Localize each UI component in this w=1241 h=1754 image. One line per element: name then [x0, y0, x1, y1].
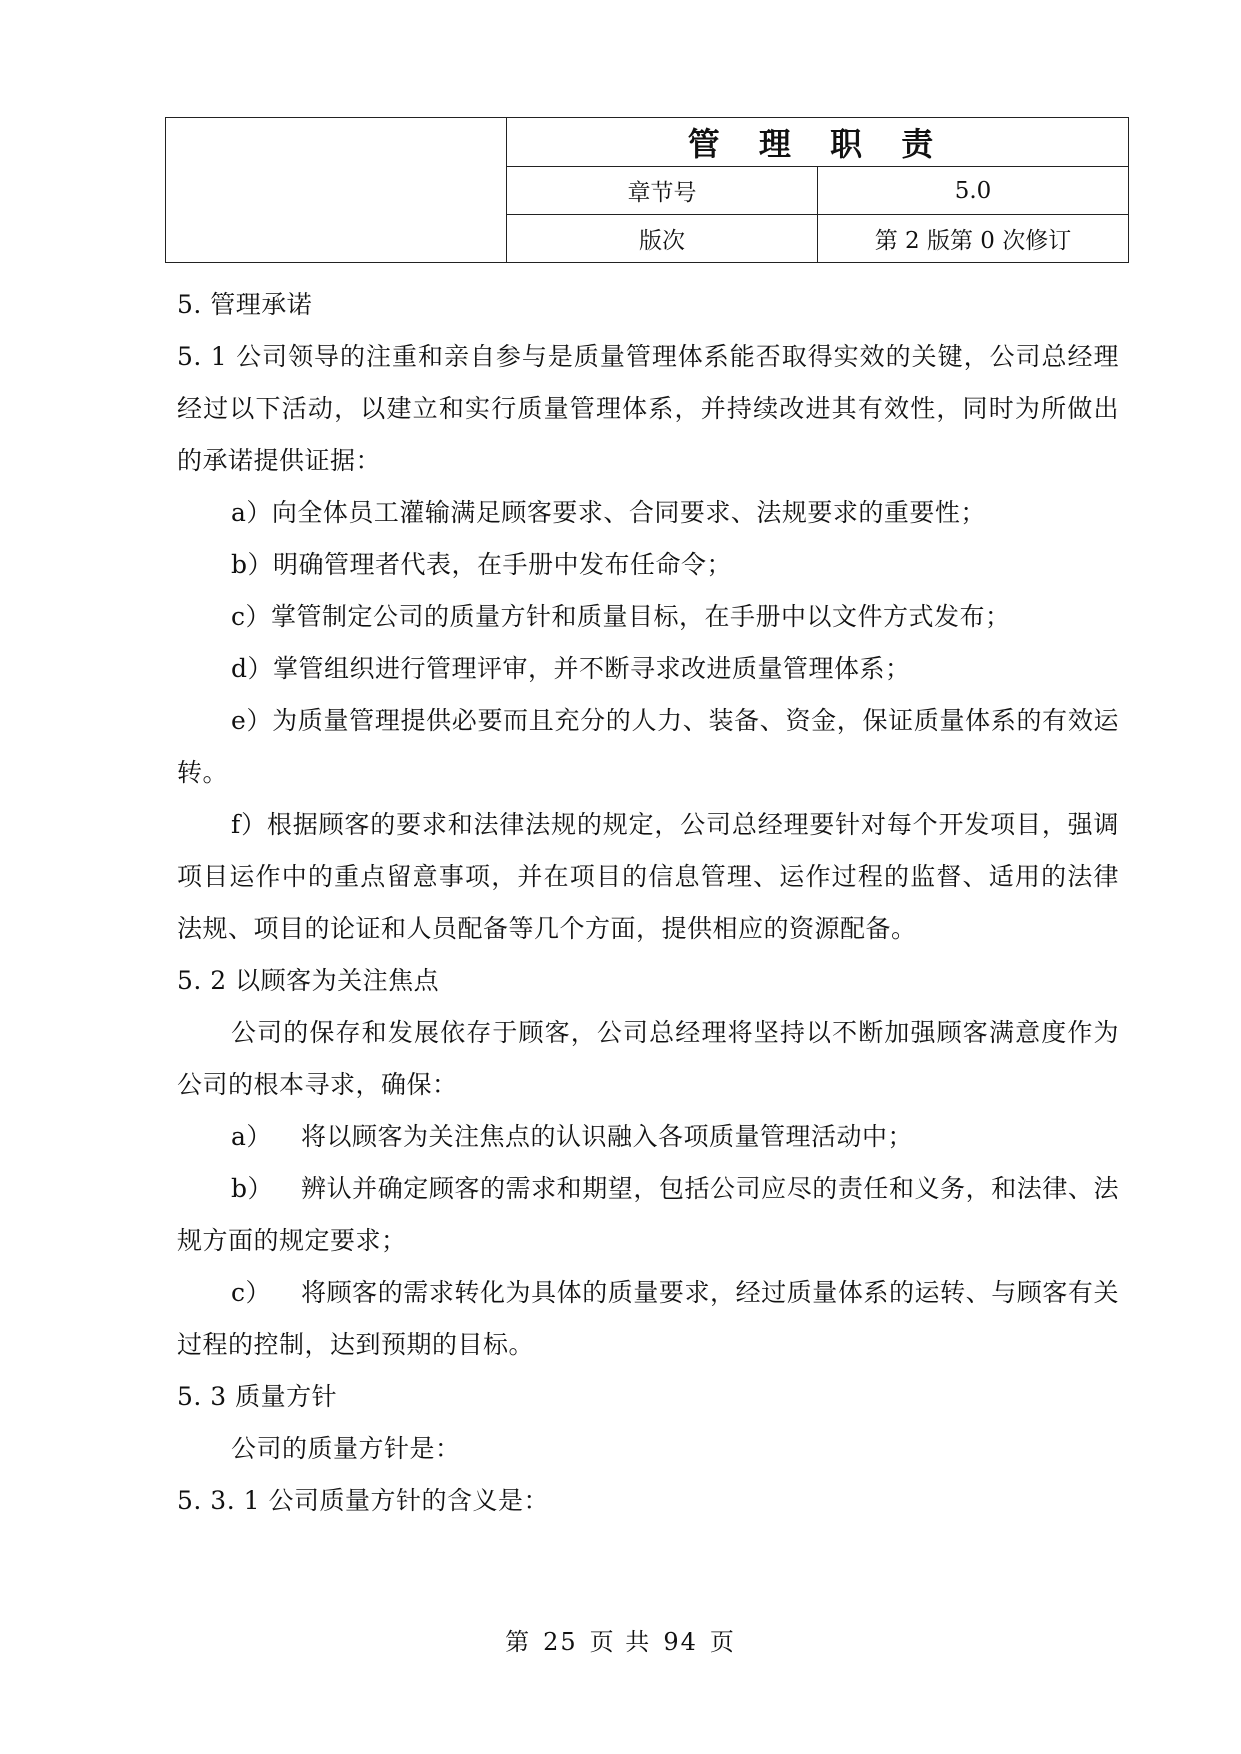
page-suffix: 页 — [709, 1628, 736, 1656]
edition-label: 版次 — [507, 215, 818, 263]
list-item-b: b）明确管理者代表，在手册中发布任命令； — [231, 550, 733, 579]
document-body — [177, 279, 1119, 1527]
logo-blank-cell — [166, 118, 507, 263]
paragraph-5-3: 公司的质量方针是： — [231, 1434, 461, 1463]
page-current: 25 — [543, 1628, 578, 1656]
section-heading-5-3: 5. 3 质量方针 — [177, 1382, 338, 1411]
list-item-d: d）掌管组织进行管理评审，并不断寻求改进质量管理体系； — [231, 654, 911, 683]
list-item-text: 将顾客的需求转化为具体的质量要求，经过质量体系的运转、与顾客有关过程的控制，达到预期的目标。 — [177, 1278, 1119, 1359]
list-marker: b） — [231, 1174, 274, 1203]
list-item-a: a）向全体员工灌输满足顾客要求、合同要求、法规要求的重要性； — [231, 498, 986, 527]
section-number-value: 5.0 — [818, 167, 1129, 215]
paragraph-5-1: 5. 1 公司领导的注重和亲自参与是质量管理体系能否取得实效的关键，公司总经理经过以下活动，以建立和实行质量管理体系，并持续改进其有效性，同时为所做出的承诺提供证据： — [177, 342, 1119, 475]
list-item-e: e）为质量管理提供必要而且充分的人力、装备、资金，保证质量体系的有效运转。 — [177, 706, 1119, 787]
page-mid: 页 共 — [589, 1628, 652, 1656]
section-number-label: 章节号 — [507, 167, 818, 215]
section-heading-5-2: 5. 2 以顾客为关注焦点 — [177, 966, 440, 995]
list-item-f: f）根据顾客的要求和法律法规的规定，公司总经理要针对每个开发项目，强调项目运作中的重点留意事项，并在项目的信息管理、运作过程的监督、适用的法律法规、项目的论证和人员配备等几个方面，提供相应的资源配备。 — [177, 810, 1119, 943]
list-item-c: c）掌管制定公司的质量方针和质量目标，在手册中以文件方式发布； — [231, 602, 1011, 631]
list-marker: a） — [231, 1122, 272, 1151]
customer-focus-item-a — [177, 1111, 1119, 1163]
section-heading-5: 5. 管理承诺 — [177, 290, 313, 319]
chapter-title: 管 理 职 责 — [507, 118, 1129, 167]
list-item-text: 将以顾客为关注焦点的认识融入各项质量管理活动中； — [301, 1122, 914, 1151]
page-prefix: 第 — [505, 1628, 532, 1656]
customer-focus-item-c — [177, 1267, 1119, 1371]
section-heading-5-3-1: 5. 3. 1 公司质量方针的含义是： — [177, 1486, 549, 1515]
page-total: 94 — [663, 1628, 698, 1656]
edition-value: 第 2 版第 0 次修订 — [818, 215, 1129, 263]
document-header-table — [165, 117, 1129, 263]
page-footer — [0, 1622, 1241, 1657]
customer-focus-item-b — [177, 1163, 1119, 1267]
list-item-text: 辨认并确定顾客的需求和期望，包括公司应尽的责任和义务，和法律、法规方面的规定要求； — [177, 1174, 1119, 1255]
paragraph-5-2: 公司的保存和发展依存于顾客，公司总经理将坚持以不断加强顾客满意度作为公司的根本寻求，确保： — [177, 1018, 1119, 1099]
list-marker: c） — [231, 1278, 272, 1307]
